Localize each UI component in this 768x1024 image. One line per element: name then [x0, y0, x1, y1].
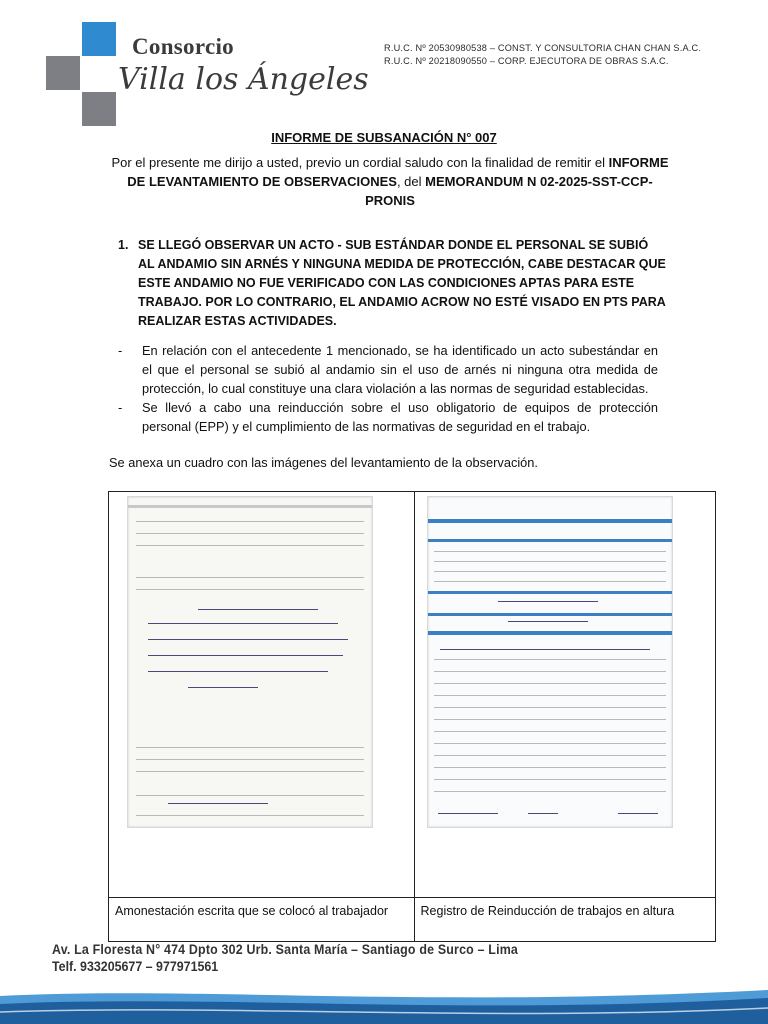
photo-cell-right: [414, 492, 715, 898]
observation-item-1: [118, 236, 666, 331]
bullet-text: Se llevó a cabo una reinducción sobre el uso obligatorio de equipos de protección personal (EPP) y el cumplimiento de las normativas de seguridad en el trabajo.: [142, 400, 658, 434]
handwriting: [148, 655, 343, 656]
intro-bold-1: INFORME DE LEVANTAMIENTO DE OBSERVACIONES: [127, 155, 669, 189]
form-header-bar: [428, 613, 672, 616]
form-line: [136, 521, 364, 522]
form-line: [136, 747, 364, 748]
form-line: [136, 795, 364, 796]
item-text: SE LLEGÓ OBSERVAR UN ACTO - SUB ESTÁNDAR DONDE EL PERSONAL SE SUBIÓ AL ANDAMIO SIN ARNÉS Y NINGUNA MEDIDA DE PROTECCIÓN, CABE DESTACAR QUE ESTE ANDAMIO NO FUE VERIFICADO CON LAS CONDICIONES APTAS PARA ESTE TRABAJO. POR LO CONTRARIO, EL ANDAMIO ACROW NO ESTÉ VISADO EN PTS PARA REALIZAR ESTAS ACTIVIDADES.: [138, 238, 666, 328]
form-line: [136, 589, 364, 590]
form-line: [434, 731, 666, 732]
form-line: [434, 743, 666, 744]
form-line: [136, 815, 364, 816]
form-line: [136, 759, 364, 760]
intro-bold-2: MEMORANDUM N 02-2025-SST-CCP-PRONIS: [365, 174, 653, 208]
form-header-bar: [128, 505, 372, 508]
ruc-line-1: R.U.C. Nº 20530980538 – CONST. Y CONSULTORIA CHAN CHAN S.A.C.: [384, 43, 702, 53]
intro-text-1: Por el presente me dirijo a usted, previo un cordial saludo con la finalidad de remitir el: [111, 155, 605, 170]
bullet-dash: -: [118, 343, 123, 358]
form-line: [434, 719, 666, 720]
list-item: [118, 341, 658, 398]
caption-right: Registro de Reinducción de trabajos en altura: [414, 898, 715, 942]
bullet-text: En relación con el antecedente 1 mencionado, se ha identificado un acto subestándar en el que el personal se subió al andamio sin el uso de arnés ni ninguna otra medida de protección, lo cual constituye una clara violación a las normas de seguridad establecidas.: [142, 343, 658, 396]
footer-wave-decoration: [0, 978, 768, 1024]
form-line: [434, 791, 666, 792]
form-header-bar: [428, 591, 672, 594]
intro-text-2: , del: [396, 174, 422, 189]
form-line: [434, 551, 666, 552]
footer-phone: Telf. 933205677 – 977971561: [52, 959, 219, 974]
logo-square-gray-left: [46, 56, 80, 90]
form-line: [434, 671, 666, 672]
handwriting: [148, 671, 328, 672]
bullet-list: [118, 341, 658, 436]
handwriting: [440, 649, 650, 650]
form-header-bar: [428, 631, 672, 635]
handwriting: [148, 623, 338, 624]
logo-square-blue: [82, 22, 116, 56]
list-item: [118, 398, 658, 436]
form-line: [136, 533, 364, 534]
photo-cell-left: [109, 492, 415, 898]
reinduction-record-photo: [427, 496, 673, 828]
handwriting: [508, 621, 588, 622]
brand-name-line1: Consorcio: [132, 34, 234, 59]
form-line: [434, 767, 666, 768]
signature-name: [438, 813, 498, 814]
handwriting: [148, 639, 348, 640]
signature-name: [528, 813, 558, 814]
form-line: [136, 545, 364, 546]
form-header-bar: [428, 519, 672, 523]
form-line: [434, 707, 666, 708]
warning-form-photo: [127, 496, 373, 828]
form-line: [434, 581, 666, 582]
intro-paragraph: [110, 153, 670, 210]
form-line: [434, 659, 666, 660]
form-line: [434, 779, 666, 780]
item-number: 1.: [118, 238, 129, 252]
annex-table: [108, 491, 716, 942]
report-title: INFORME DE SUBSANACIÓN N° 007: [271, 130, 497, 145]
form-line: [136, 771, 364, 772]
ruc-info: [384, 42, 701, 68]
bullet-dash: -: [118, 400, 123, 415]
form-line: [434, 755, 666, 756]
form-header-bar: [428, 539, 672, 542]
brand-name-line2: Villa los Ángeles: [118, 62, 369, 97]
logo-square-gray-bottom: [82, 92, 116, 126]
annex-text: Se anexa un cuadro con las imágenes del levantamiento de la observación.: [109, 455, 538, 470]
form-line: [434, 571, 666, 572]
handwriting: [498, 601, 598, 602]
form-line: [136, 577, 364, 578]
form-line: [434, 561, 666, 562]
footer-address: Av. La Floresta N° 474 Dpto 302 Urb. Santa María – Santiago de Surco – Lima: [52, 942, 519, 957]
handwriting: [198, 609, 318, 610]
form-line: [434, 683, 666, 684]
signature-name: [618, 813, 658, 814]
caption-left: Amonestación escrita que se colocó al trabajador: [109, 898, 415, 942]
ruc-line-2: R.U.C. Nº 20218090550 – CORP. EJECUTORA DE OBRAS S.A.C.: [384, 56, 669, 66]
handwriting: [188, 687, 258, 688]
signature-name: [168, 803, 268, 804]
form-line: [434, 695, 666, 696]
